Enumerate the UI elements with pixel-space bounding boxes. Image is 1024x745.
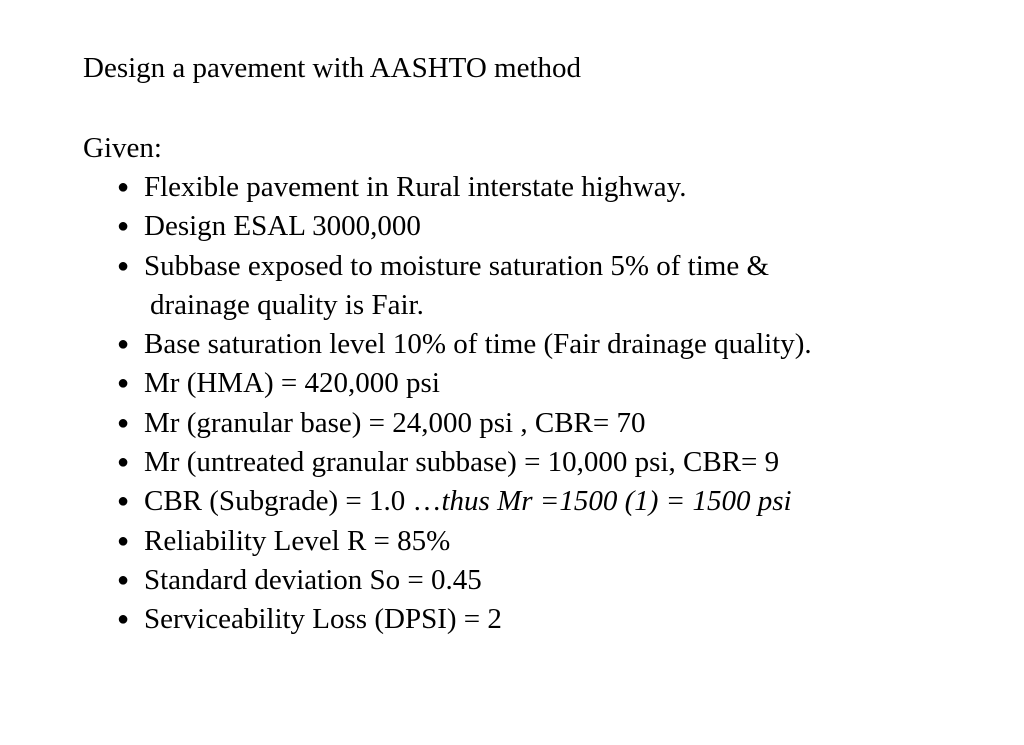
list-item-reliability	[117, 522, 812, 561]
list-item-serviceability-loss	[117, 600, 812, 639]
list-item-design-esal	[117, 207, 812, 246]
list-item-base-saturation	[117, 325, 812, 364]
list-item-text: Reliability Level R = 85%	[144, 524, 451, 557]
list-item-text: CBR (Subgrade) = 1.0 …	[144, 485, 442, 518]
list-item-mr-granular-base	[117, 404, 812, 443]
bullet-icon: ●	[117, 254, 130, 277]
bullet-icon: ●	[117, 333, 130, 356]
list-item-text: Mr (HMA) = 420,000 psi	[144, 367, 440, 400]
list-item-continuation: drainage quality is Fair.	[150, 288, 424, 321]
list-item-cbr-subgrade	[117, 482, 812, 521]
list-item-text: Flexible pavement in Rural interstate highway.	[144, 171, 687, 203]
bullet-icon: ●	[117, 176, 130, 198]
bullet-icon: ●	[117, 215, 130, 238]
list-item-standard-deviation	[117, 561, 812, 600]
bullet-icon: ●	[117, 529, 130, 552]
page-title: Design a pavement with AASHTO method	[83, 52, 582, 84]
list-item-text: Serviceability Loss (DPSI) = 2	[144, 603, 502, 636]
list-item-text: Mr (granular base) = 24,000 psi , CBR= 70	[144, 406, 646, 439]
list-item-italic-note: thus Mr =1500 (1) = 1500 psi	[441, 485, 792, 518]
bullet-icon: ●	[117, 490, 130, 513]
given-list	[117, 168, 812, 640]
bullet-icon: ●	[117, 451, 130, 474]
list-item-text: Standard deviation So = 0.45	[144, 563, 482, 596]
list-item-mr-subbase	[117, 443, 812, 482]
given-label: Given:	[83, 132, 162, 164]
list-item-mr-hma	[117, 364, 812, 403]
bullet-icon: ●	[117, 568, 130, 591]
list-item-subbase-moisture	[117, 247, 812, 326]
list-item-text: Mr (untreated granular subbase) = 10,000 psi, CBR= 9	[144, 446, 780, 479]
list-item-text: Design ESAL 3000,000	[144, 210, 421, 243]
list-item-text: Base saturation level 10% of time (Fair drainage quality).	[144, 328, 812, 361]
list-item-text: Subbase exposed to moisture saturation 5% of time &	[144, 249, 770, 282]
list-item-flexible-pavement	[117, 168, 812, 207]
bullet-icon: ●	[117, 372, 130, 395]
bullet-icon: ●	[117, 411, 130, 434]
bullet-icon: ●	[117, 608, 130, 631]
